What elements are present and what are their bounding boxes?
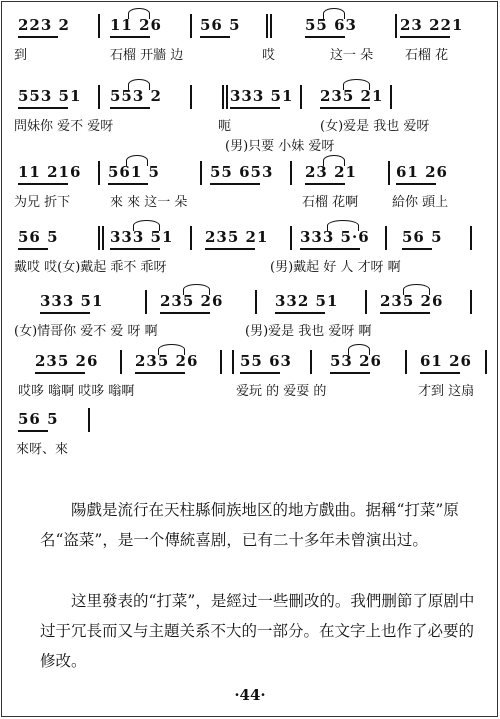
beam-underline xyxy=(18,430,48,432)
barline xyxy=(98,85,100,109)
lyric-text: 給你 頭上 xyxy=(392,195,449,210)
barline xyxy=(470,290,472,314)
barline xyxy=(365,290,367,314)
beam-underline xyxy=(108,183,148,185)
notation-line xyxy=(0,226,500,250)
barline xyxy=(385,226,387,250)
note-group: 553 51 xyxy=(18,87,82,105)
note-group: 553 2 xyxy=(110,87,162,105)
slur-arc xyxy=(323,8,345,19)
lyric-text: (男)戴起 好 人 才呀 啊 xyxy=(270,260,401,275)
lyric-text: 石榴 花 xyxy=(405,48,449,63)
note-group: 23 21 xyxy=(305,163,357,181)
lyrics-line xyxy=(0,380,500,400)
barline xyxy=(200,161,202,185)
beam-underline xyxy=(305,183,345,185)
barline xyxy=(405,350,407,374)
slur-arc xyxy=(128,79,150,90)
note-group: 61 26 xyxy=(396,163,448,181)
score-system xyxy=(0,161,500,225)
beam-underline xyxy=(240,372,280,374)
lyric-text: 爱玩 的 爱耍 的 xyxy=(236,384,327,399)
note-group: 235 26 xyxy=(160,292,224,310)
barline xyxy=(290,226,292,250)
note-group: 235 21 xyxy=(205,228,269,246)
lyric-text: 來呀、來 xyxy=(16,442,69,457)
score-system xyxy=(0,408,500,472)
barline xyxy=(290,161,292,185)
notation-line xyxy=(0,85,500,109)
beam-underline xyxy=(230,107,280,109)
beam-underline xyxy=(400,36,450,38)
lyric-text: (男)爱是 我也 爱呀 啊 xyxy=(245,324,372,339)
note-group: 235 26 xyxy=(135,352,199,370)
lyric-text: 到 xyxy=(14,48,28,63)
lyric-text: 呃 xyxy=(218,119,232,134)
beam-underline xyxy=(110,107,150,109)
notation-line xyxy=(0,350,500,374)
note-group: 56 5 xyxy=(18,410,59,428)
lyrics-line xyxy=(0,438,500,458)
lyrics-line xyxy=(0,191,500,211)
barline xyxy=(310,350,312,374)
barline xyxy=(300,85,302,109)
barline xyxy=(190,226,192,250)
score-system xyxy=(0,290,500,354)
lyric-text: 才到 这扇 xyxy=(418,384,475,399)
barline xyxy=(470,226,472,250)
note-group: 333 51 xyxy=(230,87,294,105)
slur-arc xyxy=(343,79,370,90)
notation-line xyxy=(0,290,500,314)
score-system xyxy=(0,14,500,78)
note-group: 235 26 xyxy=(380,292,444,310)
note-group: 11 216 xyxy=(18,163,82,181)
beam-underline xyxy=(320,107,370,109)
lyric-text: 石榴 花啊 xyxy=(302,195,359,210)
score-system xyxy=(0,350,500,414)
note-group: 55 63 xyxy=(240,352,292,370)
barline xyxy=(98,226,100,250)
lyrics-line-2 xyxy=(0,135,500,155)
beam-underline xyxy=(18,183,68,185)
beam-underline xyxy=(160,312,210,314)
score-system xyxy=(0,85,500,154)
double-barline xyxy=(226,85,228,109)
note-group: 56 5 xyxy=(200,16,241,34)
notation-line xyxy=(0,408,500,432)
barline xyxy=(98,14,100,38)
beam-underline xyxy=(110,248,160,250)
slur-arc xyxy=(348,344,370,355)
barline xyxy=(266,14,268,38)
lyric-text: (女)爱是 我也 爱呀 xyxy=(320,119,430,134)
beam-underline xyxy=(18,248,48,250)
beam-underline xyxy=(275,312,325,314)
beam-underline xyxy=(420,372,460,374)
note-group: 235 21 xyxy=(320,87,384,105)
lyrics-line xyxy=(0,44,500,64)
barline xyxy=(190,14,192,38)
note-group: 61 26 xyxy=(420,352,472,370)
slur-arc xyxy=(158,344,185,355)
beam-underline xyxy=(205,248,255,250)
barline xyxy=(485,350,487,374)
barline xyxy=(98,161,100,185)
barline xyxy=(388,161,390,185)
score-system xyxy=(0,226,500,290)
note-group: 561 5 xyxy=(108,163,160,181)
double-barline xyxy=(232,350,234,374)
notation-line xyxy=(0,14,500,38)
note-group: 333 5·6 xyxy=(300,228,370,246)
lyrics-line xyxy=(0,256,500,276)
barline xyxy=(222,85,224,109)
lyric-text: 哎哆 嗡啊 哎哆 嗡啊 xyxy=(18,384,135,399)
barline xyxy=(220,350,222,374)
beam-underline xyxy=(330,372,370,374)
note-group: 56 5 xyxy=(18,228,59,246)
double-barline xyxy=(270,14,272,38)
lyric-text: 問妹你 爱不 爱呀 xyxy=(14,119,114,134)
beam-underline xyxy=(18,36,58,38)
barline xyxy=(255,290,257,314)
double-barline xyxy=(102,226,104,250)
page-number: ·44· xyxy=(234,686,266,704)
note-group: 333 51 xyxy=(110,228,174,246)
slur-arc xyxy=(183,284,210,295)
lyric-text: 哎 xyxy=(262,48,276,63)
barline xyxy=(120,350,122,374)
slur-arc xyxy=(126,155,148,166)
note-group: 223 2 xyxy=(18,16,70,34)
slur-arc xyxy=(133,220,160,231)
slur-arc xyxy=(403,284,430,295)
paragraph-2: 这里發表的“打菜”，是經过一些刪改的。我們删節了原剧中过于冗長而又与主題关系不大的一部分。在文字上也作了必要的修改。 xyxy=(40,592,475,670)
barline xyxy=(395,14,397,38)
note-group: 53 26 xyxy=(330,352,382,370)
beam-underline xyxy=(210,183,260,185)
lyric-text: 來 來 这一 朵 xyxy=(110,195,188,210)
lyrics-line xyxy=(0,115,500,135)
beam-underline xyxy=(35,372,85,374)
lyrics-line xyxy=(0,320,500,340)
beam-underline xyxy=(18,107,68,109)
slur-arc xyxy=(327,220,359,231)
barline xyxy=(145,290,147,314)
lyric-text: 为兄 折下 xyxy=(14,195,71,210)
note-group: 55 653 xyxy=(210,163,274,181)
beam-underline xyxy=(300,248,360,250)
beam-underline xyxy=(396,183,436,185)
note-group: 56 5 xyxy=(402,228,443,246)
beam-underline xyxy=(110,36,150,38)
lyric-text: 这一 朵 xyxy=(330,48,374,63)
notation-line xyxy=(0,161,500,185)
note-group: 332 51 xyxy=(275,292,339,310)
barline xyxy=(190,85,192,109)
slur-arc xyxy=(323,155,345,166)
lyric-text: (女)情哥你 爱不 爱 呀 啊 xyxy=(14,324,158,339)
note-group: 333 51 xyxy=(40,292,104,310)
note-group: 55 63 xyxy=(305,16,357,34)
lyric-text: 戴哎 哎(女)戴起 乖不 乖呀 xyxy=(14,260,167,275)
beam-underline xyxy=(305,36,345,38)
beam-underline xyxy=(40,312,90,314)
note-group: 235 26 xyxy=(35,352,99,370)
slur-arc xyxy=(128,8,150,19)
beam-underline xyxy=(200,36,230,38)
lyric-text: 石榴 开牆 边 xyxy=(110,48,184,63)
lyric-text: (男)只要 小妹 爱呀 xyxy=(225,139,335,154)
note-group: 23 221 xyxy=(400,16,464,34)
barline xyxy=(88,408,90,432)
paragraph-1: 陽戲是流行在天柱縣侗族地区的地方戲曲。据稱“打菜”原名“盗菜”，是一个傳統喜剧，已有二十多年未曾演出过。 xyxy=(40,501,459,549)
barline xyxy=(390,85,392,109)
beam-underline xyxy=(380,312,430,314)
beam-underline xyxy=(402,248,432,250)
note-group: 11 26 xyxy=(110,16,162,34)
beam-underline xyxy=(135,372,185,374)
